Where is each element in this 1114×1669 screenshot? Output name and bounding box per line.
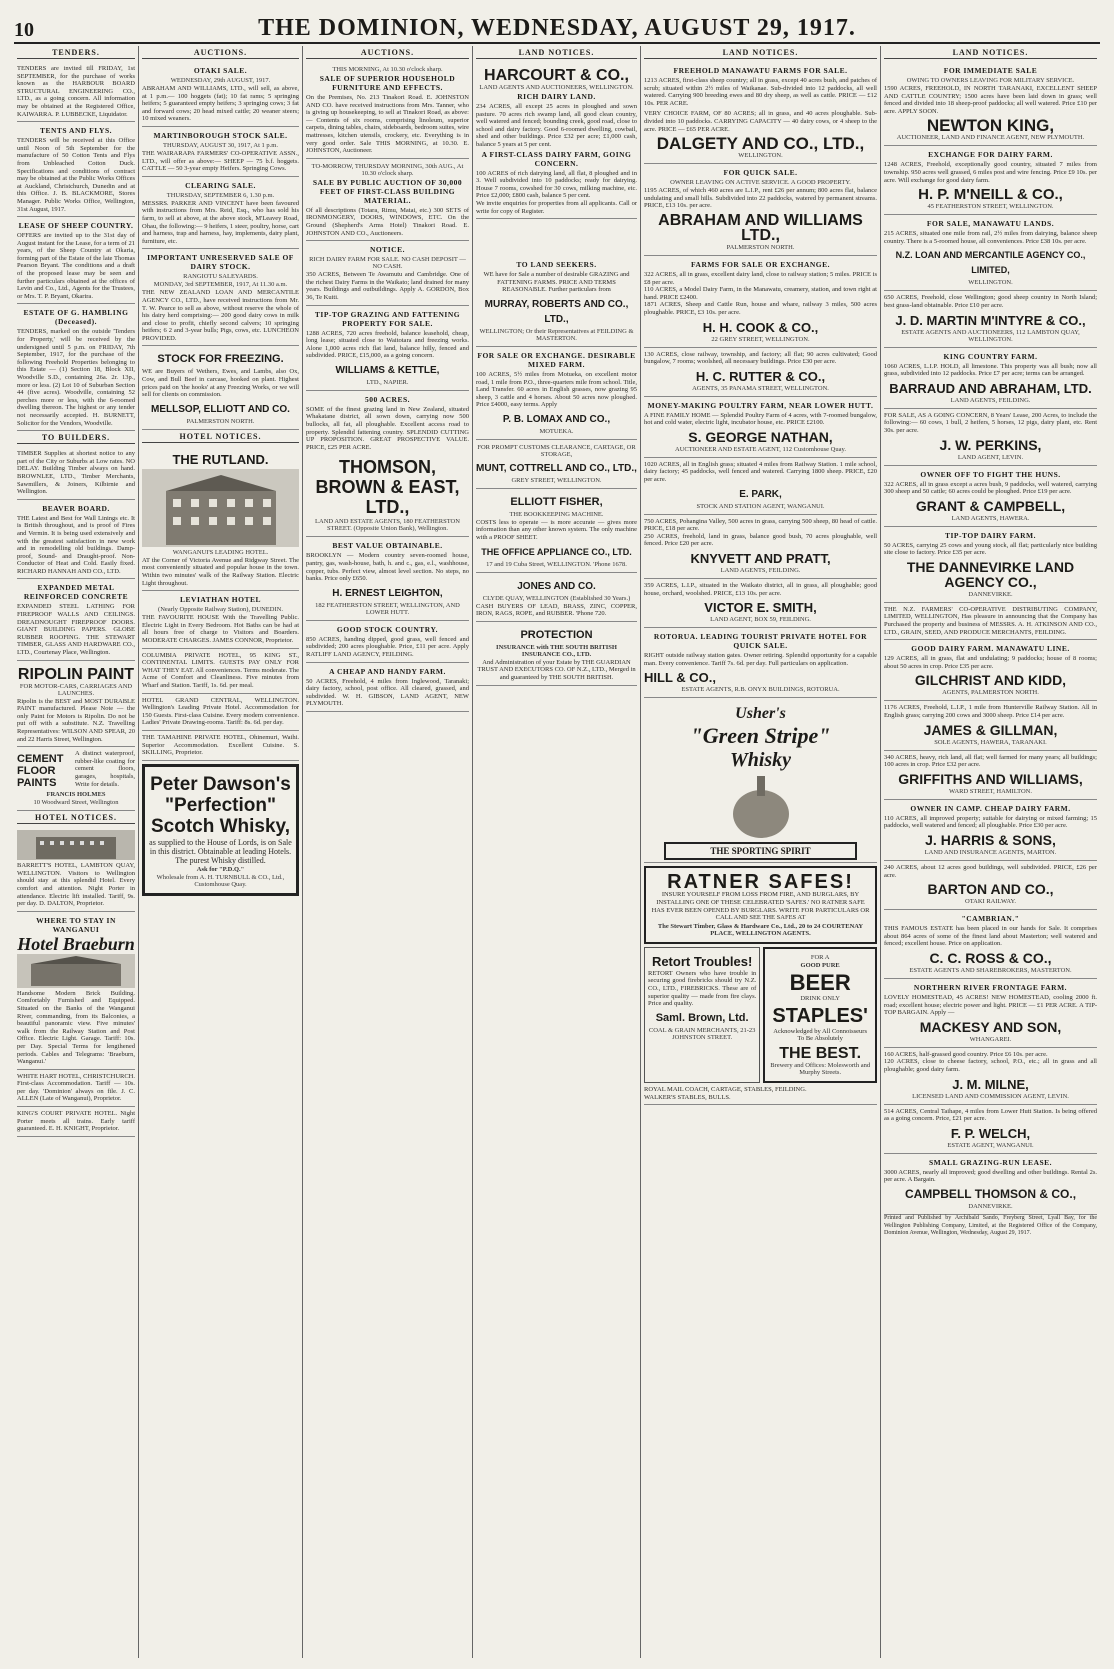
column-header: LAND NOTICES. xyxy=(644,46,877,59)
imprint: Printed and Published by Archibald Sando, Freyberg Street, Lyall Bay, for the Wellington Publishing Company, Limited, at the Registered Office of the Company, Dominion Avenue, Wellington, Wednesday, August 29, 1917. xyxy=(884,1214,1097,1237)
bottle-illustration xyxy=(701,774,821,840)
ad-knyvett: 750 ACRES, Pohangina Valley, 500 acres in grass, carrying 500 sheep, 80 head of cattle. PRICE, £18 per acre. 250 ACRES, freehold, land in grass, balance good bush, 70 acres ploughable, well fenced. Price £20 per acre. KNYVETT AND PRATT, LAND AGENTS, FEILDING. xyxy=(644,515,877,579)
column-auctions-1 xyxy=(138,46,302,1658)
ad-welch: 514 ACRES, Central Taihape, 4 miles from Lower Hutt Station. Is being offered as a going concern. Price, £21 per acre. F. P. WELCH, ESTATE AGENT, WANGANUI. xyxy=(884,1105,1097,1154)
ad-martinborough: MARTINBOROUGH STOCK SALE. THURSDAY, AUGUST 30, 1917, At 1 p.m. THE WAIRARAPA FARMERS' CO-OPERATIVE ASSN., LTD., will offer as above:— SHEEP — 75 b.f. hoggets. CATTLE — 50 3-year empty Heifers. Springing Cows. xyxy=(142,127,299,177)
ad-rutland: THE RUTLAND. WANGANUI'S LEADING HOTEL. AT the Corner of Victoria Avenue and Ridgway Street. The most conveniently situated and popular house in the town. Within two minutes' walk of the Railway Station. Electric Light throughout. xyxy=(142,446,299,591)
ad-farmers-co-op: THE N.Z. FARMERS' CO-OPERATIVE DISTRIBUTING COMPANY, LIMITED, WELLINGTON, Has pleasure in announcing that the Company has Purchased the property and business of MESSRS. A. H. ATKINSON AND CO., LTD., GRAIN, SEED, AND PRODUCE MERCHANTS, FEILDING. xyxy=(884,603,1097,640)
building-illustration xyxy=(151,471,291,545)
ad-tents: TENTS AND FLYS. TENDERS will be received at this Office until Noon of 5th September for the manufacture of 50 Cotton Tents and Flys from Unbleached Cotton Duck. Specifications and conditions of contract may be obtained at the Public Works Offices at Auckland, Christchurch, Dunedin and at this Office. J. B. BLACKMORE, Stores Manager. Public Works Office, Wellington, 31st August, 1917. xyxy=(17,122,135,217)
column-auctions-2 xyxy=(302,46,472,1658)
ad-retort: Retort Troubles! RETORT Owners who have trouble in securing good firebricks should try N.Z. CO., LTD., FIREBRICKS. These are of superior quality — made from fire clays. Price and quality. Saml. Brown, Ltd. COAL & GRAIN MERCHANTS, 21-23 JOHNSTON STREET. xyxy=(644,947,760,1083)
ad-going-concern: FOR SALE, AS A GOING CONCERN, 8 Years' Lease, 200 Acres, to include the following:— 60 cows, 1 bull, 2 heifers, 5 horses, 12 pigs, dairy plant, etc. Rent 30s. per acre. J. W. PERKINS, LAND AGENT, LEVIN. xyxy=(884,409,1097,466)
ad-ushers-whisky: Usher's "Green Stripe" Whisky THE SPORTING SPIRIT xyxy=(644,698,877,863)
section-header: HOTEL NOTICES. xyxy=(17,811,135,824)
ad-immediate-sale: FOR IMMEDIATE SALE OWING TO OWNERS LEAVING FOR MILITARY SERVICE. 1590 ACRES, FREEHOLD, IN NORTH TARANAKI, EXCELLENT SHEEP AND CATTLE COUNTRY; 1500 acres have been laid down in grass; well fenced and divided into 18 sheep-proof paddocks; all well watered. Price £10 per acre. APPLY SOON. NEWTON KING, AUCTIONEER, LAND AND FINANCE AGENT, NEW PLYMOUTH. xyxy=(884,62,1097,146)
ad-protection: PROTECTION INSURANCE with THE SOUTH BRITISH INSURANCE CO., LTD. And Administration of your Estate by THE GUARDIAN TRUST AND EXECUTORS CO. OF N.Z., LTD., Merged in and guaranteed by THE SOUTH BRITISH. xyxy=(476,622,637,686)
ad-customs: FOR PROMPT CUSTOMS CLEARANCE, CARTAGE, OR STORAGE, MUNT, COTTRELL AND CO., LTD., GREY STREET, WELLINGTON. xyxy=(476,440,637,489)
ad-mcintyre: 650 ACRES, Freehold, close Wellington; good sheep country in North Island; best grass-land obtainable. Price £10 per acre. J. D. MARTIN M'INTYRE & CO., ESTATE AGENTS AND AUCTIONEERS, 112 LAMBTON QUAY, WELLINGTON. xyxy=(884,291,1097,347)
building-illustration xyxy=(26,956,126,986)
ad-owner-camp: OWNER IN CAMP. CHEAP DAIRY FARM. 110 ACRES, all improved property; suitable for dairying or mixed farming; 15 paddocks, well watered and fenced; all ploughable. Price £30 per acre. J. HARRIS & SONS, LAND AND INSURANCE AGENTS, MARTON. xyxy=(884,800,1097,861)
ad-northern: NORTHERN RIVER FRONTAGE FARM. LOVELY HOMESTEAD, 45 ACRES! NEW HOMESTEAD, cooling 2000 ft. road; excellent house; electric power and light. PRICE — £1 PER ACRE. A TIP-TOP BARGAIN. Apply — MACKESY AND SON, WHANGAREI. xyxy=(884,979,1097,1048)
ad-freezing: STOCK FOR FREEZING. WE are Buyers of Wethers, Ewes, and Lambs, also Ox, Cow, and Bull Beef in carcase, hooked on plant. Highest prices paid on 'the hooks' at any Freezing Works, or we will sell for clients on commission. MELLSOP, ELLIOTT AND CO. PALMERSTON NORTH. xyxy=(142,346,299,429)
column-header: AUCTIONS. xyxy=(142,46,299,59)
bottom-ads-row xyxy=(644,947,877,1083)
rutland-photo xyxy=(142,469,299,547)
ad-cement: CEMENT FLOOR PAINTS A distinct waterproof, rubber-like coating for cement floors, garages, hospitals, Write for details. FRANCIS HOLMES 10 Woodward Street, Wellington xyxy=(17,747,135,811)
ad-land-seekers: TO LAND SEEKERS. WE have for Sale a number of desirable GRAZING and FATTENING FARMS. PRICE AND TERMS REASONABLE. Further particulars from MURRAY, ROBERTS AND CO., LTD., WELLINGTON; Or their Representatives at FEILDING & MASTERTON. xyxy=(476,219,637,347)
ad-smith: 359 ACRES, L.I.P., situated in the Waikato district, all in grass, all ploughable; good house, orchard, woolshed. PRICE, £13 10s. per acre. VICTOR E. SMITH, LAND AGENT, BOX 59, FEILDING. xyxy=(644,579,877,628)
ad-cambrian: "CAMBRIAN." THIS FAMOUS ESTATE has been placed in our hands for Sale. It comprises about 864 acres of some of the finest land about Masterton; well watered and fenced; excellent house. Price on application. C. C. ROSS & CO., ESTATE AGENTS AND SHAREBROKERS, MASTERTON. xyxy=(884,910,1097,979)
ad-dannevirke: TIP-TOP DAIRY FARM. 50 ACRES, carrying 25 cows and young stock, all flat; particularly nice building site close to factory. Price £35 per acre. THE DANNEVIRKE LAND AGENCY CO., DANNEVIRKE. xyxy=(884,527,1097,603)
ad-builders: TIMBER Supplies at shortest notice to any part of the City or Suburbs at Low rates. NO DELAY. Building Timber always on hand. BROWNLEE, LTD., Timber Merchants, Sawmillers, & Joiners, Kilbirnie and Wellington. xyxy=(17,447,135,500)
ad-clearing: CLEARING SALE. THURSDAY, SEPTEMBER 6, 1.30 p.m. MESSRS. PARKER AND VINCENT have been favoured with instructions from Mrs. Reid, Esq., who has sold his farm, to sell at above, at the above stock, M'Leavey Road, Ohau, the following:— 9 heifers, 1 steer, poultry, horse, cart and harness, trap and harness, hay, implements, dairy plant, furniture, etc. xyxy=(142,177,299,250)
page-number: 10 xyxy=(14,19,34,41)
ad-exchange-dairy: EXCHANGE FOR DAIRY FARM. 1248 ACRES, Freehold, exceptionally good country, situated 7 miles from township. 950 acres well grassed, 6 miles post and wire fencing. Price £9 10s. per acre. Will exchange for good dairy farm. H. P. M'NEILL & CO., 45 FEATHERSTON STREET, WELLINGTON. xyxy=(884,146,1097,215)
ad-leviathan: LEVIATHAN HOTEL (Nearly Opposite Railway Station), DUNEDIN. THE FAVOURITE HOUSE With the Travelling Public. Electric Light in Every Bedroom. Hot Baths can be had at all hours free of charge to Visitors and Boarders. MODERATE CHARGES. JAMES CONNOR, Proprietor. xyxy=(142,591,299,648)
ad-columbia: COLUMBIA PRIVATE HOTEL, 95 KING ST., CONTINENTAL LIMITS. GUESTS PAY ONLY FOR WHAT THEY EAT. All conveniences. Terms moderate. The Acme of Comfort and Cleanliness. Five minutes from Wharf and Station. Tariff, 1s. 6d. per meal. xyxy=(142,649,299,694)
ad-exchange: FARMS FOR SALE OR EXCHANGE. 322 ACRES, all in grass, excellent dairy land, close to railway station; 5 miles. PRICE is £8 per acre. 110 ACRES, a Model Dairy Farm, in the Manawatu, creamery, station, and town right at hand. PRICE £2400. 1871 ACRES, Sheep and Cattle Run, house and whare, railway 3 miles, 500 acres ploughable. PRICE, £3 10s. per acre. H. H. COOK & CO., 22 GREY STREET, WELLINGTON. xyxy=(644,256,877,348)
ad-barton: 240 ACRES, about 12 acres good buildings, well subdivided. PRICE, £26 per acre. BARTON AND CO., OTAKI RAILWAY. xyxy=(884,861,1097,910)
columns xyxy=(14,46,1100,1658)
ad-good-stock: GOOD STOCK COUNTRY. 850 ACRES, handing dipped, good grass, well fenced and subdivided; 200 acres ploughable. Price, £11 per acre. Apply RATLIFF LAND AGENCY, FEILDING. xyxy=(306,621,469,663)
ad-griffiths: 340 ACRES, heavy, rich land, all flat; well farmed for many years; all buildings; 100 acres in crop. Price £32 per acre. GRIFFITHS AND WILLIAMS, WARD STREET, HAMILTON. xyxy=(884,751,1097,800)
ad-building-material: TO-MORROW, THURSDAY MORNING, 30th AUG., At 10.30 o'clock sharp. SALE BY PUBLIC AUCTION OF 30,000 FEET OF FIRST-CLASS BUILDING MATERIAL. Of all descriptions (Totara, Rimu, Matai, etc.) 300 SETS of IRONMONGERY, DOORS, WINDOWS, ETC. On the Ground (Shepherd's Arms Hotel) Tinakori Road. E. JOHNSTON AND CO., Auctioneers. xyxy=(306,159,469,241)
ad-furniture: THIS MORNING, At 10.30 o'clock sharp. SALE OF SUPERIOR HOUSEHOLD FURNITURE AND EFFECTS. On the Premises, No. 213 Tinakori Road. E. JOHNSTON AND CO. have received instructions from Mrs. Tanner, who is giving up housekeeping, to sell at Tinakori Road, as above:— Contents of six rooms, comprising linoleum, superior carpets, dining tables, chairs, sideboards, bedroom suites, wire mattresses, kitchen utensils, crockery, etc. Everything is in very good order. Sale THIS MORNING, at 10.30. E. JOHNSTON, Auctioneer. xyxy=(306,62,469,159)
ad-estate: ESTATE OF G. HAMBLING (Deceased). TENDERS, marked on the outside 'Tenders for Property,' will be received by the undersigned until 5 p.m. on FRIDAY, 7th September, 1917, for the purchase of the following Freehold Properties belonging to this Estate — (1) Section 18, Block XII, Woodville S.D., containing 26a. 2r. 13p., more or less. (2) Lot 10 of Suburban Section 44 (five acres). Woodville, containing 52 perches more or less, with the 6-roomed dwelling thereon. The highest or any tender not necessarily accepted. H. BURNETT, Solicitor for the Vendors, Woodville. xyxy=(17,304,135,431)
ad-barretts: BARRETT'S HOTEL, LAMBTON QUAY, WELLINGTON. Visitors to Wellington should stay at this splendid Hotel. Every comfort and attention. Night Porter in attendance. Electric lift installed. Tariff, 9s. per day. D. DALTON, Proprietor. xyxy=(17,827,135,912)
column-header: TENDERS. xyxy=(17,46,135,59)
ad-lease: LEASE OF SHEEP COUNTRY. OFFERS are invited up to the 31st day of August instant for the Lease, for a term of 21 years, of the Sheep Country at Okaria, forming part of the Estate of the late Thomas Pearson Bryant. The conditions and a draft of the proposed lease may be seen and further particulars obtained at the offices of Levin and Co., Ltd., Agents for the Trustees, or Mrs. T. P. Bryant, Okarira. xyxy=(17,217,135,304)
column-land-2 xyxy=(640,46,880,1658)
ad-rutter: 130 ACRES, close railway, township, and factory; all flat; 90 acres cultivated; Good bungalow, 7 rooms; woolshed, all necessary buildings. Price £30 per acre. H. C. RUTTER & CO., AGENTS, 35 PANAMA STREET, WELLINGTON. xyxy=(644,348,877,397)
ad-peter-dawson: Peter Dawson's "Perfection" Scotch Whisky, as supplied to the House of Lords, is on Sale in this district. Obtainable at leading Hotels. The purest Whisky distilled. Ask for "P.D.Q." Wholesale from A. H. TURNBULL & CO., Ltd., Customhouse Quay. xyxy=(142,764,299,896)
ad-brooklyn: BEST VALUE OBTAINABLE. BROOKLYN — Modern country seven-roomed house, pantry, gas, wash-house, bath, h. and c., gas, e.l., washhouse, copper, tubs. Perfect view, almost level section. No steps, no banks. Price only £650. H. ERNEST LEIGHTON, 182 FEATHERSTON STREET, WELLINGTON, AND LOWER HUTT. xyxy=(306,537,469,620)
ad-king-country: KING COUNTRY FARM. 1060 ACRES, L.I.P. HOLD, all limestone. This property was all bush; now all grass, subdivided into 12 paddocks. Price £7 per acre; terms can be arranged. BARRAUD AND ABRAHAM, LTD. LAND AGENTS, FEILDING. xyxy=(884,348,1097,409)
ad-manawatu-line: GOOD DAIRY FARM. MANAWATU LINE. 129 ACRES, all in grass, flat and undulating; 9 paddocks; house of 8 rooms; about 50 acres in crop. Price £35 per acre. GILCHRIST AND KIDD, AGENTS, PALMERSTON NORTH. xyxy=(884,640,1097,701)
ad-rotorua: ROTORUA. LEADING TOURIST PRIVATE HOTEL FOR QUICK SALE. RIGHT outside railway station gates. Owner retiring. Splendid opportunity for a capable man. Every convenience. Tariff 7s. 6d. per day. Full particulars on application. HILL & CO., ESTATE AGENTS, R.B. ONYX BUILDINGS, ROTORUA. xyxy=(644,628,877,698)
ad-whitehart: WHITE HART HOTEL, CHRISTCHURCH. First-class Accommodation. Tariff — 10s. per day. 'Dominion' always on file. J. C. ALLEN (Late of Wanganui), Proprietor. xyxy=(17,1070,135,1107)
ad-manawatu-farms: FREEHOLD MANAWATU FARMS FOR SALE. 1213 ACRES, first-class sheep country; all in grass, except 40 acres bush, and patches of scrub; situated within 2½ miles of Waikanae. Sub-divided into 12 paddocks, all well watered. Carrying 900 breeding ewes and 80 dry sheep, as well as cattle. PRICE — £12 10s. PER ACRE. VERY CHOICE FARM, OF 80 ACRES; all in grass, and 40 acres ploughable. Sub-divided into 10 paddocks. CARRYING CAPACITY — 40 dairy cows, or 4 sheep to the acre. PRICE — £65 PER ACRE. DALGETY AND CO., LTD., WELLINGTON. xyxy=(644,62,877,164)
ad-park: 1020 ACRES, all in English grass; situated 4 miles from Railway Station. 1 mile school, dairy factory; 45 paddocks, well fenced and watered. Carrying 1800 sheep. PRICE, £20 per acre. E. PARK, STOCK AND STATION AGENT, WANGANUI. xyxy=(644,458,877,515)
section-header: TO BUILDERS. xyxy=(17,431,135,444)
ad-ratner-safes: RATNER SAFES! INSURE YOURSELF FROM LOSS FROM FIRE, AND BURGLARS, BY INSTALLING ONE OF THESE CELEBRATED 'SAFES.' NO RATNER SAFE HAS EVER BEEN OPENED BY BURGLARS. WRITE FOR PARTICULARS OR CALL AND SEE THE SAFES AT The Stewart Timber, Glass & Hardware Co., Ltd., 20 to 24 COURTENAY PLACE, WELLINGTON AGENTS. xyxy=(644,866,877,943)
ad-staples-beer: FOR A GOOD PURE BEER DRINK ONLY STAPLES' Acknowledged by All Connoisseurs To Be Absolutely THE BEST. Brewery and Offices: Molesworth and Murphy Streets. xyxy=(763,947,877,1083)
ad-500-acres: 500 ACRES. SOME of the finest grazing land in New Zealand, situated Whakatane district, all sown down, carrying now 500 bullocks, all fat, all ploughable. Excellent access road to property. Splendid fattening country. SPLENDID CUTTING UP PROPOSITION. GREAT PROSPECTIVE VALUE. PRICE, £25 PER ACRE. THOMSON, BROWN & EAST, LTD., LAND AND ESTATE AGENTS, 180 FEATHERSTON STREET. (Opposite Union Bank), Wellington. xyxy=(306,391,469,538)
ad-beaver: BEAVER BOARD. THE Latest and Best for Wall Linings etc. It is British throughout, and is proof of Fires and Vermin. It is being used extensively and with the greatest satisfaction in new work and in remodelling old buildings. Damp-proof, Sound- and Draught-proof. Non-Conductor of Heat and Cold. Easily fixed. RICHARD HANNAH AND CO., LTD. xyxy=(17,500,135,580)
ad-kings: KING'S COURT PRIVATE HOTEL. Night Porter meets all trains. Early tariff guaranteed. E. H. KNIGHT, Proprietor. xyxy=(17,1107,135,1137)
ad-poultry: MONEY-MAKING POULTRY FARM, NEAR LOWER HUTT. A FINE FAMILY HOME — Splendid Poultry Farm of 4 acres, with 7-roomed bungalow, hot and cold water, electric light, incubator house, etc. PRICE £2100. S. GEORGE NATHAN, AUCTIONEER AND ESTATE AGENT, 112 Customhouse Quay. xyxy=(644,397,877,458)
newspaper-title: THE DOMINION, WEDNESDAY, AUGUST 29, 1917. xyxy=(258,15,856,41)
ad-manawatu-lands: FOR SALE, MANAWATU LANDS. 215 ACRES, situated one mile from rail, 2½ miles from dairying, balance sheep country. There is a 5-roomed house, all conveniences. Price £38 10s. per acre. N.Z. LOAN AND MERCANTILE AGENCY CO., LIMITED, WELLINGTON. xyxy=(884,215,1097,291)
ad-cheap-farm: A CHEAP AND HANDY FARM. 50 ACRES, Freehold, 4 miles from Inglewood, Taranaki; dairy factory, school, post office. All cleared, grassed, and subdivided. W. H. GIBSON, LAND AGENT, NEW PLYMOUTH. xyxy=(306,663,469,712)
hotel-illustration xyxy=(17,830,135,860)
ad-tamahine: THE TAMAHINE PRIVATE HOTEL, Ohinemuri, Waihi. Superior Accommodation. Excellent Cuisine. S. SKILLING, Proprietor. xyxy=(142,731,299,761)
ad-elliott-fisher: ELLIOTT FISHER, THE BOOKKEEPING MACHINE. COSTS less to operate — is more accurate — gives more information than any other known system. The only machine with a PROOF SHEET. THE OFFICE APPLIANCE CO., LTD. 17 and 19 Cuba Street, WELLINGTON. 'Phone 1678. xyxy=(476,489,637,573)
ad-small-grazing: SMALL GRAZING-RUN LEASE. 3000 ACRES, nearly all improved; good dwelling and other buildings. Rental 2s. per acre. A Bargain. CAMPBELL THOMSON & CO., DANNEVIRKE. xyxy=(884,1154,1097,1215)
section-header: HOTEL NOTICES. xyxy=(142,430,299,443)
ad-tenders: TENDERS are invited till FRIDAY, 1st SEPTEMBER, for the purchase of works known as the HARBOUR BOARD STRUCTURAL ENGINEERING CO., LTD., as a going concern. All information may be obtained at the Registered Office, KAIWARRA. P. LUBBECKE, Liquidator. xyxy=(17,62,135,122)
ad-harcourt: HARCOURT & CO., LAND AGENTS AND AUCTIONEERS, WELLINGTON. RICH DAIRY LAND. 234 ACRES, all except 25 acres in ploughed and sown pasture. 70 acres rich swamp land, all good clean country, well watered and fenced; bounding creek, good road, close to school and dairy factory. Good 6-roomed dwelling, cowbail, shed and other buildings. Price £32 per acre; £1,000 cash, balance 5 years at 5 per cent. A FIRST-CLASS DAIRY FARM, GOING CONCERN. 100 ACRES of rich dairying land, all flat, 8 ploughed and in 3. Well subdivided into 10 paddocks; ready for dairying. House 7 rooms, cowshed for 30 cows, milking machine, etc. Price £2,000; £800 cash, balance 5 per cent. We invite enquiries for properties from all applicants. Call or write for copy of Register. xyxy=(476,62,637,219)
ad-mixed-farm: FOR SALE OR EXCHANGE. DESIRABLE MIXED FARM. 100 ACRES, 5½ miles from Motueka, on excellent motor road, 1 mile from P.O., three-quarters mile from school. Title, Land Transfer. 60 acres in English grasses, now grazing 95 sheep, 3 cattle and 4 horses. About 50 acres now ploughed. Price £4000, easy terms. Apply P. B. LOMAX AND CO., MOTUEKA. xyxy=(476,347,637,440)
ad-otaki: OTAKI SALE. WEDNESDAY, 29th AUGUST, 1917. ABRAHAM AND WILLIAMS, LTD., will sell, as above, at 1 p.m.— 100 hoggets (fat); 10 fat rams; 5 springing heifers; 5 guaranteed empty heifers; 3 springing cows; 3 fat and forward cows; 20 head mixed cattle; 20 weaner steers; 10 mixed weaners. xyxy=(142,62,299,127)
ad-grand: HOTEL GRAND CENTRAL, WELLINGTON. Wellington's Leading Private Hotel. Accommodation for 150 Guests. First-class Cuisine. Every modern convenience. Ladies' Private Drawing-rooms. Tariff: 8s. 6d. per day. xyxy=(142,694,299,731)
column-land-1 xyxy=(472,46,640,1658)
column-header: AUCTIONS. xyxy=(306,46,469,59)
ad-quick-sale: FOR QUICK SALE. OWNER LEAVING ON ACTIVE SERVICE. A GOOD PROPERTY. 1195 ACRES, of which 460 acres are L.I.P., rent £26 per annum; 800 acres flat, balance undulating and small hills. Subdivided into 22 paddocks, watered by permanent streams. PRICE, £13 10s. per acre. ABRAHAM AND WILLIAMS LTD., PALMERSTON NORTH. xyxy=(644,164,877,256)
ad-jones: JONES AND CO. CLYDE QUAY, WELLINGTON (Established 30 Years.) CASH BUYERS OF LEAD, BRASS, ZINC, COPPER, IRON, RAGS, ROPE, and RUBBER. 'Phone 720. xyxy=(476,573,637,622)
ad-rich-dairy: NOTICE. RICH DAIRY FARM FOR SALE. NO CASH DEPOSIT — NO CASH. 350 ACRES, Between Te Awamutu and Cambridge. One of the richest Dairy Farms in the Waikato; land drained for many years. Buildings and outbuildings. Apply A. GORDON, Box 36, Te Kuiti. xyxy=(306,241,469,305)
ad-milne: 160 ACRES, half-grassed good country. Price £6 10s. per acre. 120 ACRES, close to cheese factory, school, P.O., etc.; all in grass and all ploughable; good dairy farm. J. M. MILNE, LICENSED LAND AND COMMISSION AGENT, LEVIN. xyxy=(884,1048,1097,1105)
column-land-3 xyxy=(880,46,1100,1658)
masthead xyxy=(14,15,1100,44)
column-tenders xyxy=(14,46,138,1658)
column-header: LAND NOTICES. xyxy=(884,46,1097,59)
ad-james-gillman: 1176 ACRES, Freehold, L.I.P., 1 mile from Hunterville Railway Station. All in English grass; carrying 200 cows and 3000 sheep. Price £14 per acre. JAMES & GILLMAN, SOLE AGENTS, HAWERA, TARANAKI. xyxy=(884,701,1097,750)
ad-braeburn: WHERE TO STAY IN WANGANUI Hotel Braeburn Handsome Modern Brick Building. Comfortably Furnished and Equipped. Situated on the Banks of the Wanganui River, commanding, from its Balconies, a beautiful panoramic view. Five minutes' walk from the Railway Station and Post Office. Electric Light. Garage. Tariff: 10s. per Day. Special Terms for lengthened periods. Cables and Telegrams: 'Braeburn, Wanganui.' xyxy=(17,912,135,1070)
building-illustration xyxy=(26,831,126,859)
ad-expanded: EXPANDED METAL REINFORCED CONCRETE EXPANDED STEEL LATHING FOR FIREPROOF WALLS AND CEILINGS. DREADNOUGHT FIREPROOF DOORS. GIANT BUILDING PAPERS. GLOBE RUBBER ROOFING. THE STEWART TIMBER, GLASS AND HARDWARE CO., LTD., Courtenay Place, Wellington. xyxy=(17,579,135,660)
ad-tiptop: TIP-TOP GRAZING AND FATTENING PROPERTY FOR SALE. 1288 ACRES, 720 acres freehold, balance leasehold, cheap, long lease; situated close to Waitotara and freezing works. Alone 1,000 acres rich flat land, balance hilly, fenced and subdivided. PRICE, £15,000, as a going concern. WILLIAMS & KETTLE, LTD., NAPIER. xyxy=(306,306,469,391)
ad-stables: ROYAL MAIL COACH, CARTAGE, STABLES, FEILDING. WALKER'S STABLES, BULLS. xyxy=(644,1083,877,1105)
hotel-photo xyxy=(17,954,135,988)
column-header: LAND NOTICES. xyxy=(476,46,637,59)
ad-unreserved: IMPORTANT UNRESERVED SALE OF DAIRY STOCK. RANGIOTU SALEYARDS. MONDAY, 3rd SEPTEMBER, 1917, At 11.30 a.m. THE NEW ZEALAND LOAN AND MERCANTILE AGENCY CO., LTD., have received instructions from Mr. T. W. Pearce to sell as above, without reserve the whole of his dairy herd comprising:— 200 good dairy cows in milk and close to profit, chiefly second calvers; 10 springing heifers; 6 2 and 3-year bulls; Pigs, cows, etc. LUNCHEON PROVIDED. xyxy=(142,249,299,346)
ad-owner-huns: OWNER OFF TO FIGHT THE HUNS. 322 ACRES, all in grass except a acres bush, 9 paddocks, well watered, carrying 300 sheep and 50 cattle; 60 acres could be ploughed. Price £19 per acre. GRANT & CAMPBELL, LAND AGENTS, HAWERA. xyxy=(884,466,1097,527)
ad-ripolin: RIPOLIN PAINT FOR MOTOR-CARS, CARRIAGES AND LAUNCHES. Ripolin is the BEST and MOST DURABLE PAINT manufactured. Please Note — the only Paint for Motors is Ripolin. Do not be put off with a substitute. N.Z. Travelling Representatives: WILSON AND SPEAR, 20 and 22 Harris Street, Wellington. xyxy=(17,661,135,748)
